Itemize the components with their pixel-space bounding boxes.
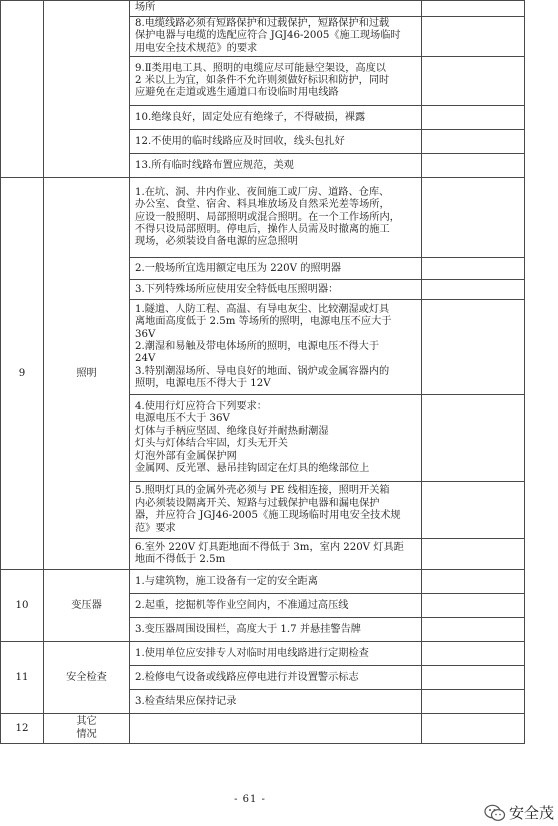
requirement-text [130,130,422,154]
requirement-line: 地面不得低于 2.5m [135,554,226,566]
table-row [1,570,525,594]
requirement-line: 1.隧道、人防工程、高温、有导电灰尘、比较潮湿或灯具 [135,303,390,315]
table-row [1,1,525,17]
requirement-line: 办公室、食堂、宿舍、料具堆放场及自然采光差等场所， [135,199,390,211]
requirement-line: 应避免在走道或逃生通道口布设临时用电线路 [135,87,339,99]
requirement-text [130,178,422,258]
item-category: 变压器 [44,570,130,642]
requirement-text [130,570,422,594]
requirement-line: 3.下列特殊场所应使用安全特低电压照明器： [135,283,339,295]
requirement-text [130,666,422,690]
item-number: 9 [1,178,44,570]
requirement-line: 灯头与灯体结合牢固，灯头无开关 [135,438,288,450]
result-cell[interactable] [422,642,525,666]
table-row [1,178,525,258]
requirement-line: 2 米以上为宜，如条件不允许则须做好标识和防护，同时 [135,75,390,87]
requirement-line: 1.与建筑物，施工设备有一定的安全距离 [135,575,318,587]
requirement-line: 器，并应符合 JGJ46-2005《施工现场临时用电安全技术规 [135,510,401,522]
item-category [44,1,130,178]
result-cell[interactable] [422,714,525,744]
requirement-line: 内必须装设隔离开关、短路与过载保护电器和漏电保护 [135,497,380,509]
requirement-line: 4.使用行灯应符合下列要求： [135,401,267,412]
requirement-line: 6.室外 220V 灯具距地面不得低于 3m，室内 220V 灯具距 [135,541,404,553]
requirement-line: 2.一般场所宜选用额定电压为 220V 的照明器 [135,262,341,274]
requirement-line: 灯泡外部有金属保护网 [135,450,237,462]
result-cell[interactable] [422,618,525,642]
requirement-line: 金属网、反光罩、悬吊挂钩固定在灯具的绝缘部位上 [135,463,370,475]
result-cell[interactable] [422,57,525,106]
requirement-text [130,395,422,482]
result-cell[interactable] [422,594,525,618]
requirement-line: 场所 [135,2,156,14]
requirement-line: 3.特别潮湿场所、导电良好的地面、锅炉或金属容器内的 [135,365,390,377]
result-cell[interactable] [422,280,525,300]
requirement-line: 1.在坑、洞、井内作业、夜间施工或厂房、道路、仓库、 [135,186,390,198]
requirement-line: 13.所有临时线路布置应规范，美观 [135,159,294,171]
requirement-text [130,690,422,714]
requirement-text [130,57,422,106]
requirement-text [130,539,422,570]
requirement-text [130,618,422,642]
requirement-line: 不得只设局部照明。停电后，操作人员需及时撤离的施工 [135,223,390,235]
requirement-line: 现场，必须装设自备电源的应急照明 [135,236,298,248]
requirement-line: 保护电器与电缆的选配应符合 JGJ46-2005《施工现场临时 [135,30,401,42]
result-cell[interactable] [422,258,525,280]
result-cell[interactable] [422,1,525,17]
requirement-text [130,280,422,300]
result-cell[interactable] [422,178,525,258]
requirement-text [130,1,422,17]
requirement-text [130,106,422,130]
requirement-line: 2.起重，挖掘机等作业空间内，不准通过高压线 [135,599,349,611]
result-cell[interactable] [422,130,525,154]
requirement-text [130,300,422,395]
watermark [484,802,554,823]
result-cell[interactable] [422,154,525,178]
result-cell[interactable] [422,690,525,714]
requirement-line: 应设一般照明、局部照明或混合照明。在一个工作场所内， [135,211,400,223]
requirement-line: 8.电缆线路必须有短路保护和过载保护，短路保护和过载 [135,18,390,29]
requirement-line: 离地面高度低于 2.5m 等场所的照明，电源电压不应大于 [135,316,392,328]
requirement-line: 2.检修电气设备或线路应停电进行并设置警示标志 [135,671,359,683]
requirement-line: 1.使用单位应安排专人对临时用电线路进行定期检查 [135,647,369,659]
result-cell[interactable] [422,539,525,570]
item-number: 12 [1,714,44,744]
item-category: 照明 [44,178,130,570]
item-category: 其它 情况 [44,714,130,744]
requirement-line: 10.绝缘良好，固定处应有绝缘子，不得破损，裸露 [135,111,366,123]
requirement-text [130,258,422,280]
page-number: - 61 - [234,794,266,805]
result-cell[interactable] [422,570,525,594]
requirement-text [130,482,422,539]
requirement-text [130,642,422,666]
requirement-line: 电源电压不大于 36V [135,413,230,425]
table-row [1,642,525,666]
result-cell[interactable] [422,17,525,57]
item-category: 安全检查 [44,642,130,714]
result-cell[interactable] [422,482,525,539]
wechat-icon [484,804,506,822]
table-row [1,714,525,744]
requirement-line: 2.潮湿和易触及带电体场所的照明，电源电压不得大于 [135,341,380,353]
requirement-text [130,714,422,744]
requirement-line: 灯体与手柄应坚固、绝缘良好并耐热耐潮湿 [135,425,329,437]
requirement-line: 照明，电源电压不得大于 12V [135,378,271,390]
item-number [1,1,44,178]
requirement-line: 范》要求 [135,522,176,534]
watermark-text: 安全茂 [508,804,554,822]
result-cell[interactable] [422,106,525,130]
requirement-line: 3.变压器周围设围栏，高度大于 1.7 并悬挂警告牌 [135,623,361,635]
requirement-text [130,594,422,618]
requirement-text [130,17,422,57]
result-cell[interactable] [422,300,525,395]
requirement-line: 36V [135,328,156,340]
item-number: 10 [1,570,44,642]
requirement-line: 9.Ⅱ类用电工具、照明的电缆应尽可能悬空架设，高度以 [135,62,386,74]
result-cell[interactable] [422,395,525,482]
requirement-line: 24V [135,353,156,365]
result-cell[interactable] [422,666,525,690]
requirement-text [130,154,422,178]
item-number: 11 [1,642,44,714]
requirement-line: 3.检查结果应保持记录 [135,695,237,707]
requirement-line: 用电安全技术规范》的要求 [135,42,258,54]
requirement-line: 12.不使用的临时线路应及时回收，线头包扎好 [135,135,345,147]
requirement-line: 5.照明灯具的金属外壳必须与 PE 线相连接，照明开关箱 [135,485,390,497]
